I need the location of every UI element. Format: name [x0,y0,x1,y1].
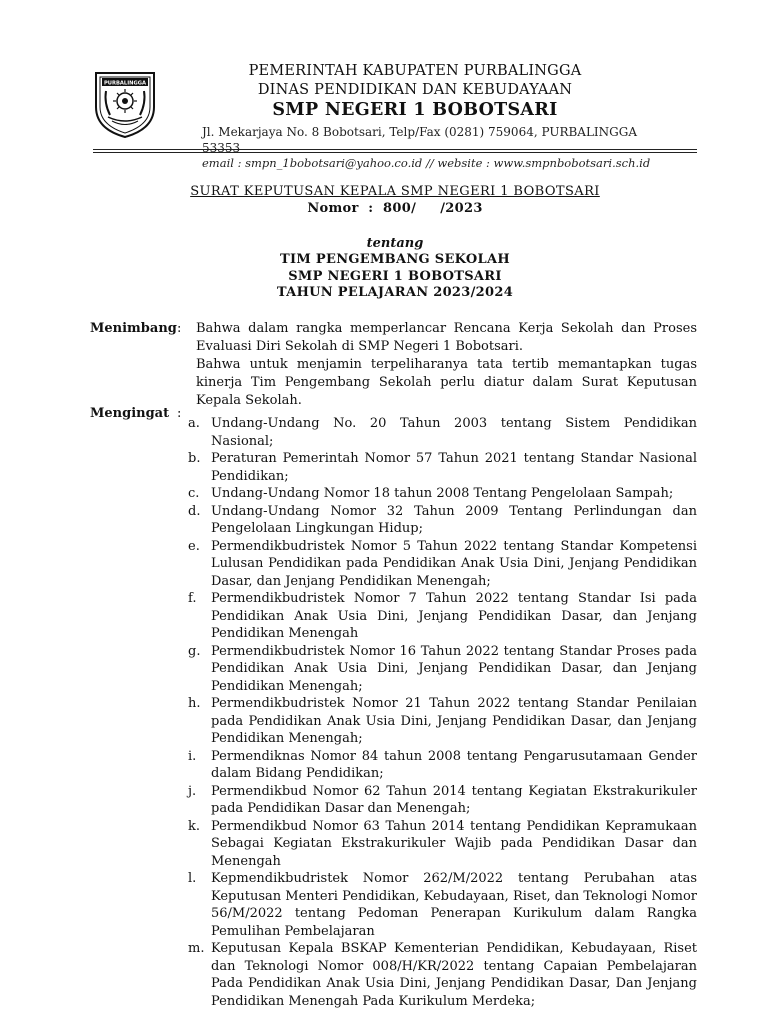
list-item-text: Permendikbud Nomor 62 Tahun 2014 tentang Kegiatan Ekstrakurikuler pada Pendidikan Dasar dan Menengah; [211,783,697,816]
regency-emblem-icon [92,67,158,139]
school-address: Jl. Mekarjaya No. 8 Bobotsari, Telp/Fax (0281) 759064, PURBALINGGA 53353 [202,125,638,155]
list-item-letter: l. [188,871,197,886]
list-item-letter: b. [188,451,201,466]
government-name: PEMERINTAH KABUPATEN PURBALINGGA [248,63,582,79]
list-item [188,818,697,871]
letterhead-divider-thin [93,152,697,153]
decree-title-block [100,183,690,302]
list-item [188,485,697,503]
list-item-text: Undang-Undang Nomor 18 tahun 2008 Tentang Pengelolaan Sampah; [211,486,674,501]
list-item-letter: j. [188,783,197,799]
list-item [188,748,697,783]
list-item-letter: k. [188,818,201,834]
menimbang-colon: : [177,321,182,336]
list-item-text: Undang-Undang No. 20 Tahun 2003 tentang Sistem Pendidikan Nasional; [211,416,697,449]
list-item-letter: h. [188,696,201,711]
decree-subject-3: TAHUN PELAJARAN 2023/2024 [276,285,514,300]
school-contact: email : smpn_1bobotsari@yahoo.co.id // website : www.smpnbobotsari.sch.id [202,156,651,170]
list-item-text: Permendikbud Nomor 63 Tahun 2014 tentang Pendidikan Kepramukaan Sebagai Kegiatan Ekstrakurikuler Wajib pada Pendidikan Dasar dan Menengah [211,818,697,869]
decree-subject-1: TIM PENGEMBANG SEKOLAH [280,252,510,267]
decree-number: Nomor : 800/ /2023 [307,201,483,216]
list-item-letter: d. [188,503,201,519]
menimbang-label: Menimbang [90,321,177,336]
menimbang-paragraph-2: Bahwa untuk menjamin terpeliharanya tata tertib memantapkan tugas kinerja Tim Pengembang Sekolah perlu diatur dalam Surat Keputusan Kepala Sekolah. [196,357,697,408]
list-item-text: Keputusan Kepala BSKAP Kementerian Pendidikan, Kebudayaan, Riset dan Teknologi Nomor 008/H/KR/2022 tentang Capaian Pembelajaran Pada Pendidikan Anak Usia Dini, Jenjang Pendidikan Dasar, Dan Jenjang Pendidikan Menengah Pada Kurikulum Merdeka; [211,941,697,1009]
list-item-text: Permendikbudristek Nomor 16 Tahun 2022 tentang Standar Proses pada Pendidikan Anak Usia Dini, Jenjang Pendidikan Dasar, dan Jenjang Pendidikan Menengah; [211,643,697,694]
list-item [188,503,697,538]
list-item [188,643,697,696]
list-item-text: Undang-Undang Nomor 32 Tahun 2009 Tentang Perlindungan dan Pengelolaan Lingkungan Hidup; [211,503,697,536]
svg-text:PURBALINGGA: PURBALINGGA [103,80,147,87]
letterhead [160,62,670,170]
list-item-letter: c. [188,486,200,501]
list-item-text: Permendikbudristek Nomor 21 Tahun 2022 tentang Standar Penilaian pada Pendidikan Anak Usia Dini, Jenjang Pendidikan Dasar, dan Jenjang Pendidikan Menengah; [211,696,697,746]
mengingat-list [188,415,697,1010]
school-name: SMP NEGERI 1 BOBOTSARI [272,100,558,120]
list-item [188,940,697,1010]
menimbang-paragraph-1: Bahwa dalam rangka memperlancar Rencana Kerja Sekolah dan Proses Evaluasi Diri Sekolah di SMP Negeri 1 Bobotsari. [196,321,697,354]
list-item-letter: e. [188,538,200,554]
mengingat-label: Mengingat [90,406,170,421]
list-item-text: Peraturan Pemerintah Nomor 57 Tahun 2021 tentang Standar Nasional Pendidikan; [211,451,697,484]
list-item-letter: g. [188,643,201,659]
list-item [188,538,697,591]
decree-tentang: tentang [366,236,424,251]
list-item-letter: a. [188,416,200,431]
decree-subject-2: SMP NEGERI 1 BOBOTSARI [288,268,502,284]
menimbang-content [196,320,697,410]
list-item-text: Permendikbudristek Nomor 5 Tahun 2022 tentang Standar Kompetensi Lulusan Pendidikan pada Pendidikan Anak Usia Dini, Jenjang Pendidikan Dasar, dan Jenjang Pendidikan Menengah; [211,538,697,589]
list-item [188,870,697,940]
list-item [188,590,697,643]
department-name: DINAS PENDIDIKAN DAN KEBUDAYAAN [257,82,573,98]
list-item [188,415,697,450]
list-item-letter: f. [188,591,197,606]
list-item-text: Permendiknas Nomor 84 tahun 2008 tentang Pengarusutamaan Gender dalam Bidang Pendidikan; [211,748,697,781]
list-item-letter: m. [188,941,205,956]
list-item-letter: i. [188,748,197,764]
list-item [188,450,697,485]
letterhead-divider [93,149,697,150]
list-item [188,695,697,748]
list-item-text: Kepmendikbudristek Nomor 262/M/2022 tentang Perubahan atas Keputusan Menteri Pendidikan, Kebudayaan, Riset, dan Teknologi Nomor 56/M/2022 tentang Pedoman Penerapan Kurikulum dalam Rangka Pemulihan Pembelajaran [211,871,697,939]
list-item-text: Permendikbudristek Nomor 7 Tahun 2022 tentang Standar Isi pada Pendidikan Anak Usia Dini, Jenjang Pendidikan Dasar, dan Jenjang Pendidikan Menengah [211,591,697,641]
mengingat-colon: : [177,406,182,421]
list-item [188,783,697,818]
decree-heading: SURAT KEPUTUSAN KEPALA SMP NEGERI 1 BOBOTSARI [190,184,600,199]
